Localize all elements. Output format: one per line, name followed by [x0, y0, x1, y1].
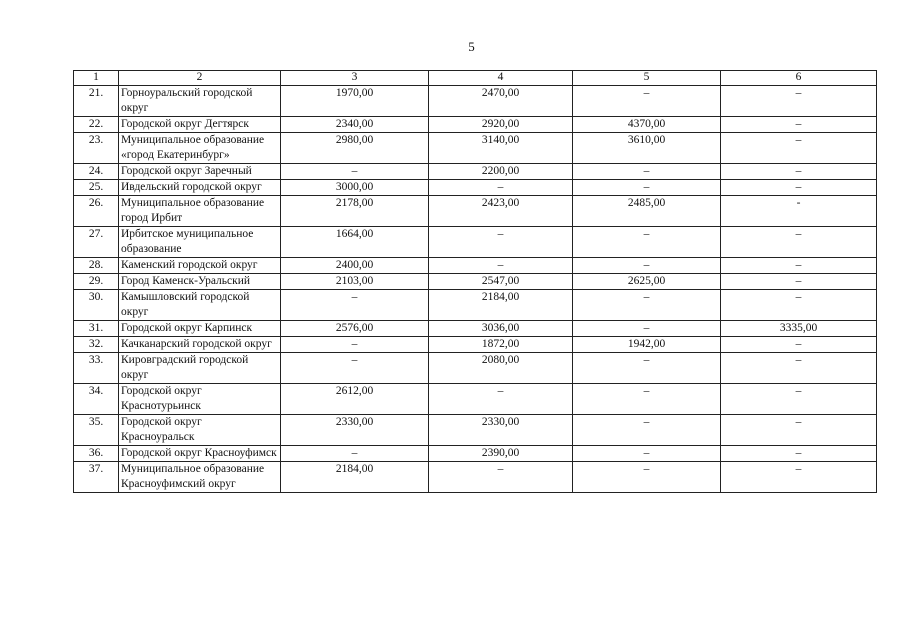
- municipality-name: Городской округ Красноуфимск: [119, 446, 281, 462]
- municipality-name: Ивдельский городской округ: [119, 180, 281, 196]
- table-row: [74, 117, 877, 133]
- row-number: 25.: [74, 180, 119, 196]
- value-col-6: –: [721, 258, 877, 274]
- header-col-6: 6: [721, 71, 877, 86]
- value-col-6: –: [721, 290, 877, 321]
- table-row: [74, 353, 877, 384]
- municipality-name: Город Каменск-Уральский: [119, 274, 281, 290]
- row-number: 24.: [74, 164, 119, 180]
- municipality-name: Городской округ Карпинск: [119, 321, 281, 337]
- value-col-6: 3335,00: [721, 321, 877, 337]
- value-col-4: 2184,00: [429, 290, 573, 321]
- value-col-5: –: [573, 384, 721, 415]
- value-col-4: 2200,00: [429, 164, 573, 180]
- municipality-name: Городской округ Краснотурьинск: [119, 384, 281, 415]
- value-col-4: –: [429, 258, 573, 274]
- table-row: [74, 196, 877, 227]
- table-row: [74, 384, 877, 415]
- value-col-5: –: [573, 415, 721, 446]
- row-number: 32.: [74, 337, 119, 353]
- row-number: 27.: [74, 227, 119, 258]
- table-row: [74, 337, 877, 353]
- value-col-5: –: [573, 462, 721, 493]
- value-col-4: 2330,00: [429, 415, 573, 446]
- value-col-6: –: [721, 462, 877, 493]
- value-col-6: –: [721, 337, 877, 353]
- value-col-4: 2470,00: [429, 86, 573, 117]
- value-col-3: –: [281, 353, 429, 384]
- value-col-3: 2178,00: [281, 196, 429, 227]
- value-col-5: 3610,00: [573, 133, 721, 164]
- municipality-name: Каменский городской округ: [119, 258, 281, 274]
- table-row: [74, 290, 877, 321]
- municipality-name: Муниципальное образование Красноуфимский округ: [119, 462, 281, 493]
- value-col-6: –: [721, 164, 877, 180]
- value-col-4: 2920,00: [429, 117, 573, 133]
- value-col-5: –: [573, 86, 721, 117]
- row-number: 26.: [74, 196, 119, 227]
- value-col-5: 2625,00: [573, 274, 721, 290]
- table-row: [74, 180, 877, 196]
- table-row: [74, 415, 877, 446]
- municipality-name: Муниципальное образование «город Екатеринбург»: [119, 133, 281, 164]
- value-col-5: –: [573, 227, 721, 258]
- row-number: 28.: [74, 258, 119, 274]
- table-row: [74, 446, 877, 462]
- municipality-name: Городской округ Красноуральск: [119, 415, 281, 446]
- table-header: [74, 71, 877, 86]
- value-col-3: 2612,00: [281, 384, 429, 415]
- value-col-3: 2340,00: [281, 117, 429, 133]
- table-row: [74, 258, 877, 274]
- value-col-3: –: [281, 446, 429, 462]
- value-col-4: –: [429, 384, 573, 415]
- table-row: [74, 86, 877, 117]
- value-col-4: 2423,00: [429, 196, 573, 227]
- row-number: 33.: [74, 353, 119, 384]
- value-col-4: –: [429, 180, 573, 196]
- value-col-4: –: [429, 227, 573, 258]
- value-col-4: 2390,00: [429, 446, 573, 462]
- tariff-table: [73, 70, 877, 493]
- municipality-name: Муниципальное образование город Ирбит: [119, 196, 281, 227]
- row-number: 35.: [74, 415, 119, 446]
- value-col-3: 2103,00: [281, 274, 429, 290]
- municipality-name: Городской округ Дегтярск: [119, 117, 281, 133]
- table-row: [74, 164, 877, 180]
- row-number: 30.: [74, 290, 119, 321]
- value-col-3: 2576,00: [281, 321, 429, 337]
- table-row: [74, 274, 877, 290]
- page-number: 5: [468, 39, 475, 54]
- table-row: [74, 133, 877, 164]
- value-col-5: –: [573, 164, 721, 180]
- value-col-4: 3036,00: [429, 321, 573, 337]
- value-col-3: 1664,00: [281, 227, 429, 258]
- value-col-6: –: [721, 384, 877, 415]
- value-col-3: 2400,00: [281, 258, 429, 274]
- value-col-4: 2080,00: [429, 353, 573, 384]
- table-row: [74, 321, 877, 337]
- value-col-6: –: [721, 227, 877, 258]
- value-col-6: -: [721, 196, 877, 227]
- row-number: 22.: [74, 117, 119, 133]
- header-col-1: 1: [74, 71, 119, 86]
- value-col-6: –: [721, 117, 877, 133]
- municipality-name: Качканарский городской округ: [119, 337, 281, 353]
- value-col-4: 2547,00: [429, 274, 573, 290]
- municipality-name: Городской округ Заречный: [119, 164, 281, 180]
- value-col-3: 2330,00: [281, 415, 429, 446]
- value-col-5: –: [573, 353, 721, 384]
- value-col-3: 1970,00: [281, 86, 429, 117]
- value-col-6: –: [721, 415, 877, 446]
- value-col-5: 1942,00: [573, 337, 721, 353]
- header-col-3: 3: [281, 71, 429, 86]
- value-col-5: –: [573, 290, 721, 321]
- value-col-5: –: [573, 446, 721, 462]
- value-col-5: 2485,00: [573, 196, 721, 227]
- header-col-4: 4: [429, 71, 573, 86]
- table-body: [74, 86, 877, 493]
- value-col-6: –: [721, 133, 877, 164]
- municipality-name: Камышловский городской округ: [119, 290, 281, 321]
- row-number: 36.: [74, 446, 119, 462]
- table-row: [74, 462, 877, 493]
- municipality-name: Кировградский городской округ: [119, 353, 281, 384]
- value-col-6: –: [721, 274, 877, 290]
- value-col-5: –: [573, 321, 721, 337]
- row-number: 23.: [74, 133, 119, 164]
- value-col-4: –: [429, 462, 573, 493]
- value-col-3: 2184,00: [281, 462, 429, 493]
- value-col-5: –: [573, 180, 721, 196]
- value-col-6: –: [721, 446, 877, 462]
- value-col-3: –: [281, 290, 429, 321]
- value-col-3: 2980,00: [281, 133, 429, 164]
- row-number: 37.: [74, 462, 119, 493]
- value-col-6: –: [721, 86, 877, 117]
- value-col-4: 3140,00: [429, 133, 573, 164]
- value-col-3: –: [281, 337, 429, 353]
- table-row: [74, 227, 877, 258]
- value-col-6: –: [721, 180, 877, 196]
- header-col-2: 2: [119, 71, 281, 86]
- value-col-5: –: [573, 258, 721, 274]
- row-number: 34.: [74, 384, 119, 415]
- value-col-6: –: [721, 353, 877, 384]
- value-col-5: 4370,00: [573, 117, 721, 133]
- municipality-name: Ирбитское муниципальное образование: [119, 227, 281, 258]
- header-row: [74, 71, 877, 86]
- municipality-name: Горноуральский городской округ: [119, 86, 281, 117]
- header-col-5: 5: [573, 71, 721, 86]
- value-col-3: –: [281, 164, 429, 180]
- row-number: 21.: [74, 86, 119, 117]
- row-number: 29.: [74, 274, 119, 290]
- value-col-4: 1872,00: [429, 337, 573, 353]
- value-col-3: 3000,00: [281, 180, 429, 196]
- row-number: 31.: [74, 321, 119, 337]
